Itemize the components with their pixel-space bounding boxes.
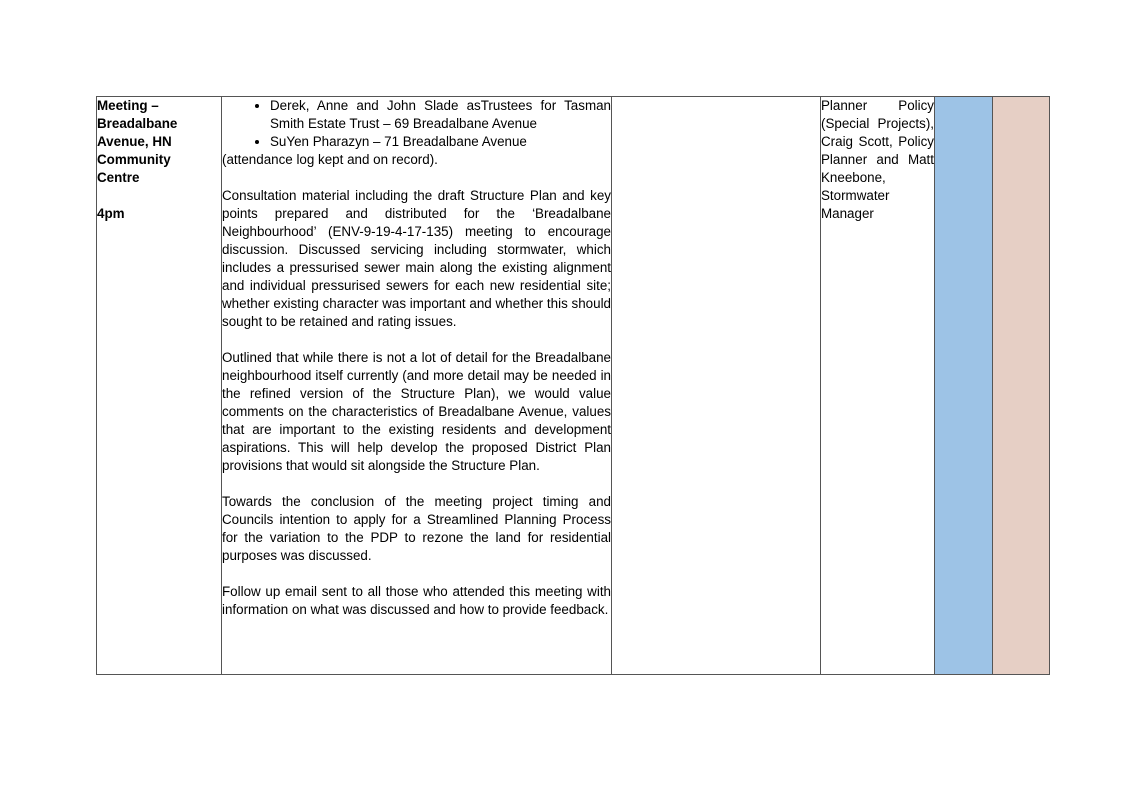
attendee-item: • Derek, Anne and John Slade asTrustees for Tasman Smith Estate Trust – 69 Breadalbane Avenue bbox=[270, 97, 611, 133]
details-paragraph: Outlined that while there is not a lot of detail for the Breadalbane neighbourhood itself currently (and more detail may be needed in the refined version of the Structure Plan), we would value comments on the characteristics of Breadalbane Avenue, values that are important to the existing residents and development aspirations. This will help develop the proposed District Plan provisions that would sit alongside the Structure Plan. bbox=[222, 350, 611, 473]
consultation-log-table bbox=[96, 96, 1050, 675]
meeting-title-line: Community bbox=[97, 152, 171, 167]
staff-text: Planner Policy (Special Projects), Craig Scott, Policy Planner and Matt Kneebone, Stormwater Manager bbox=[821, 98, 934, 221]
attendee-item: • SuYen Pharazyn – 71 Breadalbane Avenue bbox=[270, 133, 611, 151]
pink-status-column bbox=[993, 97, 1050, 675]
blue-status-column bbox=[935, 97, 993, 675]
meeting-title-line: Meeting – bbox=[97, 98, 159, 113]
meeting-time: 4pm bbox=[97, 206, 125, 221]
details-paragraph: Consultation material including the draft Structure Plan and key points prepared and distributed for the ‘Breadalbane Neighbourhood’ (ENV-9-19-4-17-135) meeting to encourage discussion. Discussed servicing including stormwater, which includes a pressurised sewer main along the existing alignment and individual pressurised sewers for each new residential site; whether existing character was important and whether this should sought to be retained and rating issues. bbox=[222, 188, 611, 329]
meeting-title-line: Breadalbane bbox=[97, 116, 178, 131]
meeting-cell bbox=[97, 97, 222, 675]
details-paragraph: Follow up email sent to all those who attended this meeting with information on what was discussed and how to provide feedback. bbox=[222, 584, 611, 617]
details-cell bbox=[222, 97, 612, 675]
meeting-title-line: Centre bbox=[97, 170, 140, 185]
staff-cell bbox=[821, 97, 935, 675]
empty-cell bbox=[612, 97, 821, 675]
spacer bbox=[97, 187, 221, 205]
meeting-title-line: Avenue, HN bbox=[97, 134, 172, 149]
table-row bbox=[97, 97, 1050, 675]
attendance-note: (attendance log kept and on record). bbox=[222, 152, 438, 167]
details-paragraph: Towards the conclusion of the meeting project timing and Councils intention to apply for a Streamlined Planning Process for the variation to the PDP to rezone the land for residential purposes was discussed. bbox=[222, 494, 611, 563]
attendee-list bbox=[222, 97, 611, 151]
